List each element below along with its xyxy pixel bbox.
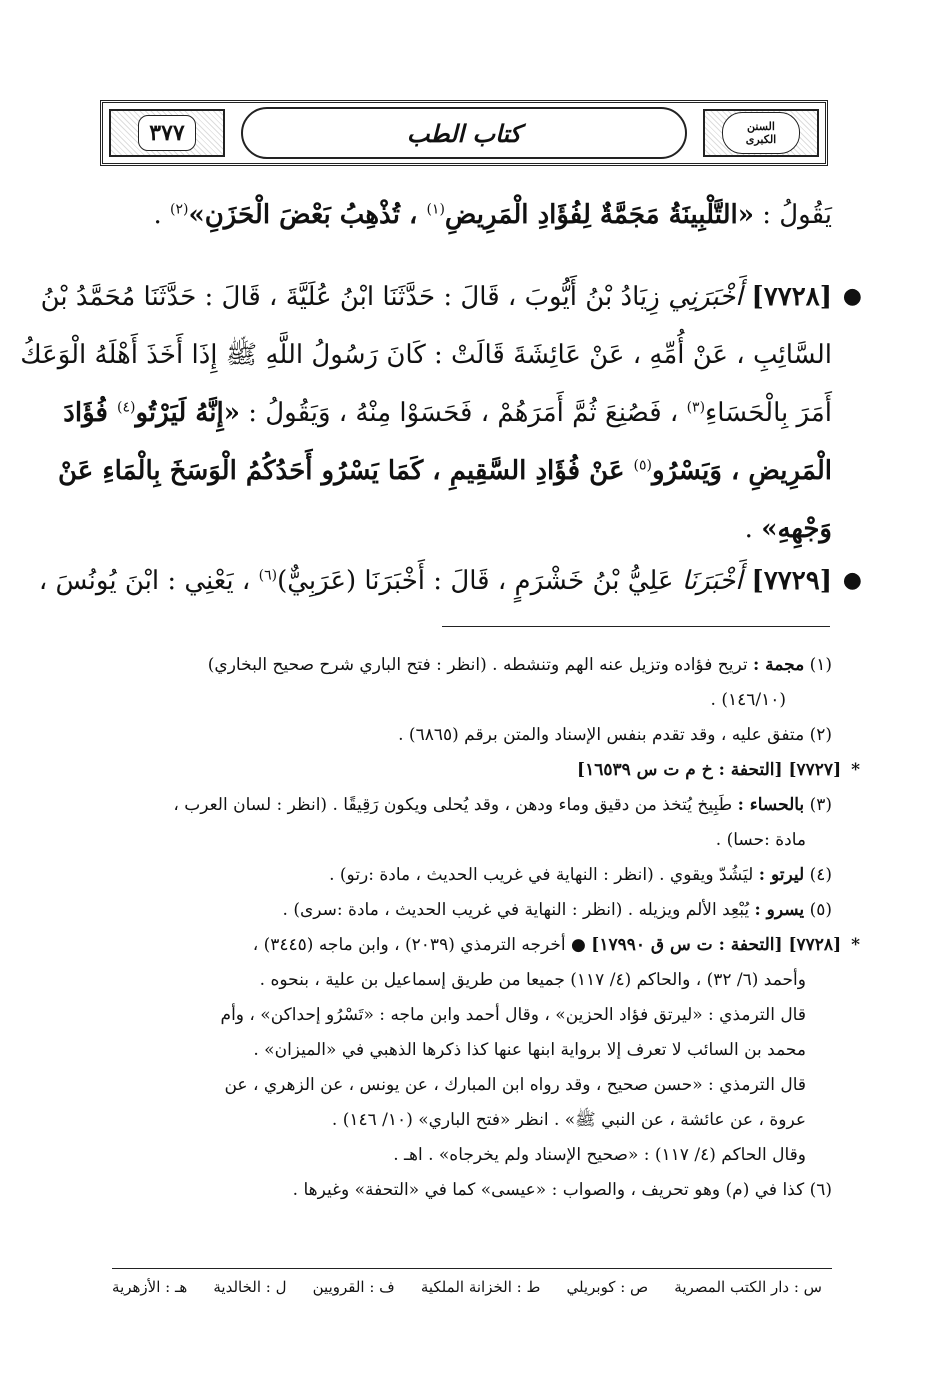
logo-line-1: السنن bbox=[747, 120, 775, 133]
paragraph-7729 bbox=[38, 552, 862, 610]
logo-line-2: الكبرى bbox=[745, 133, 777, 146]
tuhfa-7728-cont: وأحمد (٦/ ٣٢) ، والحاكم (٤/ ١١٧) جميعا من طريق إسماعيل بن علية ، بنحوه . bbox=[259, 970, 806, 990]
text: أَخْبَرَنَا bbox=[681, 566, 743, 596]
footnote-1-cont: (١٤٦/١٠) . bbox=[710, 690, 786, 710]
text: ، فَصُنِعَ ثُمَّ أَمَرَهُمْ ، فَحَسَوْا مِنْهُ ، وَيَقُولُ : bbox=[239, 398, 687, 428]
tirmidhi-note-1-cont: محمد بن السائب لا تعرف إلا برواية ابنها عنها كذا ذكرها الذهبي في «الميزان» . bbox=[253, 1040, 806, 1060]
manuscript-legend bbox=[112, 1278, 822, 1296]
text: يَقُولُ : bbox=[754, 200, 832, 230]
tirmidhi-note-2-cont: عروة ، عن عائشة ، عن النبي ﷺ» . انظر «فتح الباري» (١٠/ ١٤٦) . bbox=[331, 1110, 806, 1130]
paragraph-7728 bbox=[20, 268, 862, 558]
tuhfa-7727: *[٧٧٢٧] [التحفة : خ م ت س ١٦٥٣٩] bbox=[577, 760, 860, 780]
text: أَخْبَرَنِي bbox=[668, 282, 743, 312]
footnotes bbox=[112, 650, 860, 1210]
bullet-icon: ● bbox=[842, 284, 862, 309]
text: أَمَرَ بِالْحَسَاءِ bbox=[705, 398, 832, 428]
tuhfa-7728: *[٧٧٢٨] [التحفة : ت س ق ١٧٩٩٠] ● أخرجه الترمذي (٢٠٣٩) ، وابن ماجه (٣٤٤٥) ، bbox=[252, 935, 860, 955]
hadith-text: ، تُذْهِبُ بَعْضَ الْحَزَنِ» bbox=[188, 200, 427, 230]
tirmidhi-note-1: قال الترمذي : «ليرتق فؤاد الحزين» ، وقال أحمد وابن ماجه : «تَسْرُو إحداكن» ، وأم bbox=[220, 1005, 806, 1025]
hadith-number: [٧٧٢٩] bbox=[742, 566, 832, 596]
hadith-text: «التَّلْبِينَةُ مَجَمَّةٌ لِفُؤَادِ الْمَرِيضِ bbox=[444, 200, 754, 230]
page-header bbox=[100, 100, 828, 166]
footnote-5: (٥) يسرو : يُبْعِد الألم ويزيله . (انظر : النهاية في غريب الحديث ، مادة :سرى) . bbox=[282, 900, 832, 920]
hadith-text: وَجْهِهِ» bbox=[761, 514, 832, 544]
footnote-ref: (٤) bbox=[117, 399, 136, 416]
footnote-ref: (٦) bbox=[258, 567, 278, 584]
page-number-box bbox=[109, 109, 225, 157]
legend-item: ف : القرويين bbox=[312, 1278, 395, 1296]
hadith-text: فُؤَادَ bbox=[63, 398, 117, 428]
hadith-text: عَنْ فُؤَادِ السَّقِيمِ ، كَمَا يَسْرُو أَحَدُكُمُ الْوَسَخَ بِالْمَاءِ عَنْ bbox=[58, 456, 634, 486]
footnote-divider bbox=[442, 626, 830, 627]
text: زِيَادُ بْنُ أَيُّوبَ ، قَالَ : حَدَّثَنَا ابْنُ عُلَيَّةَ ، قَالَ : حَدَّثَنَا مُحَمَّدُ بْنُ bbox=[40, 282, 669, 312]
legend-item: س : دار الكتب المصرية bbox=[674, 1278, 822, 1296]
legend-item: ص : كوبريلي bbox=[566, 1278, 649, 1296]
text: ، يَعْنِي : ابْنَ يُونُسَ ، bbox=[38, 566, 259, 596]
footnote-2: (٢) متفق عليه ، وقد تقدم بنفس الإسناد والمتن برقم (٦٨٦٥) . bbox=[398, 725, 832, 745]
footnote-3-cont: مادة :حسا) . bbox=[715, 830, 806, 850]
tirmidhi-note-2: قال الترمذي : «حسن صحيح ، وقد رواه ابن المبارك ، عن يونس ، عن الزهري ، عن bbox=[224, 1075, 806, 1095]
legend-item: ل : الخالدية bbox=[213, 1278, 287, 1296]
text: السَّائِبِ ، عَنْ أُمِّهِ ، عَنْ عَائِشَةَ قَالَتْ : كَانَ رَسُولُ اللَّهِ ﷺ إِذَا أَخَذَ أَهْلَهُ الْوَعَكُ bbox=[20, 340, 832, 370]
footnote-6: (٦) كذا في (م) وهو تحريف ، والصواب : «عيسى» كما في «التحفة» وغيرها . bbox=[292, 1180, 832, 1200]
footnote-1: (١) مجمة : تريح فؤاده وتزيل عنه الهم وتنشطه . (انظر : فتح الباري شرح صحيح البخاري) bbox=[207, 655, 832, 675]
paragraph-1 bbox=[112, 186, 832, 244]
legend-divider bbox=[112, 1268, 832, 1269]
text: عَلِيُّ بْنُ خَشْرَمٍ ، قَالَ : أَخْبَرَنَا (عَرَبِيٌّ) bbox=[277, 566, 682, 596]
book-logo-box bbox=[703, 109, 819, 157]
footnote-ref: (٣) bbox=[686, 399, 706, 416]
legend-item: ط : الخزانة الملكية bbox=[420, 1278, 541, 1296]
bullet-icon: ● bbox=[842, 568, 862, 593]
chapter-title: كتاب الطب bbox=[241, 107, 687, 159]
hadith-text: الْمَرِيضِ ، وَيَسْرُو bbox=[652, 456, 832, 486]
hakim-note: وقال الحاكم (٤/ ١١٧) : «صحيح الإسناد ولم يخرجاه» . اهـ . bbox=[393, 1145, 806, 1165]
footnote-ref: (١) bbox=[426, 201, 445, 218]
book-logo bbox=[722, 112, 800, 154]
legend-item: هـ : الأزهرية bbox=[112, 1278, 188, 1296]
text: . bbox=[153, 200, 170, 230]
footnote-ref: (٢) bbox=[169, 201, 189, 218]
footnote-4: (٤) ليرتو : ليَشُدّ ويقوي . (انظر : النهاية في غريب الحديث ، مادة :رتو) . bbox=[329, 865, 832, 885]
hadith-text: «إِنَّهُ لَيَرْتُو bbox=[135, 398, 240, 428]
hadith-number: [٧٧٢٨] bbox=[742, 282, 832, 312]
footnote-ref: (٥) bbox=[633, 457, 652, 474]
text: . bbox=[744, 514, 762, 544]
page-number: ٣٧٧ bbox=[138, 115, 195, 151]
footnote-3: (٣) بالحساء : طَبِيخ يُتخذ من دقيق وماء ودهن ، وقد يُحلى ويكون رَقِيقًا . (انظر : لسان العرب ، bbox=[173, 795, 832, 815]
